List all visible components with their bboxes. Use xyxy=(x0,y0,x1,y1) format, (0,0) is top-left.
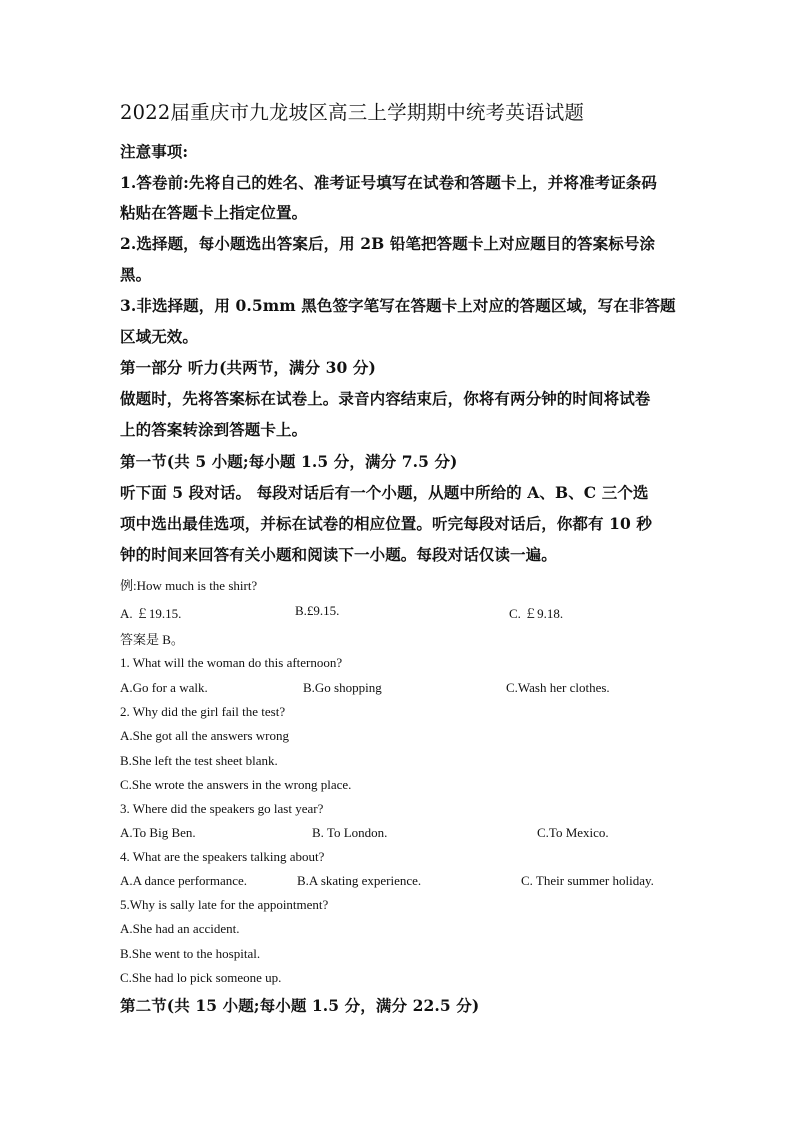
example-option-b: B.£9.15. xyxy=(295,603,340,618)
example-question: 例:How much is the shirt? xyxy=(120,578,258,593)
question-5-option-b: B.She went to the hospital. xyxy=(120,946,261,961)
question-4-option-c: C. Their summer holiday. xyxy=(521,873,654,888)
question-2-option-c: C.She wrote the answers in the wrong place. xyxy=(120,777,352,792)
document-title: 2022届重庆市九龙坡区高三上学期期中统考英语试题 xyxy=(120,101,585,124)
question-5-option-a: A.She had an accident. xyxy=(120,921,240,936)
question-2-option-a: A.She got all the answers wrong xyxy=(120,728,289,743)
question-5: 5.Why is sally late for the appointment? xyxy=(120,897,329,912)
question-3: 3. Where did the speakers go last year? xyxy=(120,801,324,816)
question-4-option-a: A.A dance performance. xyxy=(120,873,248,888)
notice-item-2-line-2: 黑。 xyxy=(120,265,152,284)
question-3-option-a: A.To Big Ben. xyxy=(120,825,196,840)
section1-heading: 第一节(共 5 小题;每小题 1.5 分，满分 7.5 分) xyxy=(120,452,458,471)
question-3-option-c: C.To Mexico. xyxy=(537,825,609,840)
notice-item-3-line-2: 区域无效。 xyxy=(120,327,199,346)
section1-instruction-line-1: 听下面 5 段对话。 每段对话后有一个小题，从题中所给的 A、B、C 三个选 xyxy=(120,483,649,502)
section1-instruction-line-3: 钟的时间来回答有关小题和阅读下一小题。每段对话仅读一遍。 xyxy=(120,545,557,564)
question-1-option-b: B.Go shopping xyxy=(303,680,382,695)
question-2-option-b: B.She left the test sheet blank. xyxy=(120,753,278,768)
section2-heading: 第二节(共 15 小题;每小题 1.5 分，满分 22.5 分) xyxy=(120,996,480,1015)
section1-instruction-line-2: 项中选出最佳选项，并标在试卷的相应位置。听完每段对话后，你都有 10 秒 xyxy=(120,514,652,533)
question-5-option-c: C.She had lo pick someone up. xyxy=(120,970,282,985)
notice-item-3-line-1: 3.非选择题，用 0.5mm 黑色签字笔写在答题卡上对应的答题区域，写在非答题 xyxy=(120,296,676,315)
question-4-option-b: B.A skating experience. xyxy=(297,873,422,888)
notice-item-1-line-1: 1.答卷前:先将自己的姓名、准考证号填写在试卷和答题卡上，并将准考证条码 xyxy=(120,173,658,192)
notice-item-1-line-2: 粘贴在答题卡上指定位置。 xyxy=(120,203,308,222)
part1-intro-line-1: 做题时，先将答案标在试卷上。录音内容结束后，你将有两分钟的时间将试卷 xyxy=(120,389,651,408)
question-1-option-c: C.Wash her clothes. xyxy=(506,680,610,695)
notice-item-2-line-1: 2.选择题，每小题选出答案后，用 2B 铅笔把答题卡上对应题目的答案标号涂 xyxy=(120,234,656,253)
example-answer: 答案是 B。 xyxy=(120,632,184,647)
question-2: 2. Why did the girl fail the test? xyxy=(120,704,286,719)
question-1-option-a: A.Go for a walk. xyxy=(120,680,208,695)
part1-heading: 第一部分 听力(共两节，满分 30 分) xyxy=(120,358,376,377)
notice-heading: 注意事项: xyxy=(120,142,189,161)
question-3-option-b: B. To London. xyxy=(312,825,388,840)
example-option-c: C. ￡9.18. xyxy=(509,606,564,621)
example-option-a: A. ￡19.15. xyxy=(120,606,182,621)
part1-intro-line-2: 上的答案转涂到答题卡上。 xyxy=(120,420,308,439)
question-4: 4. What are the speakers talking about? xyxy=(120,849,325,864)
question-1: 1. What will the woman do this afternoon? xyxy=(120,655,343,670)
